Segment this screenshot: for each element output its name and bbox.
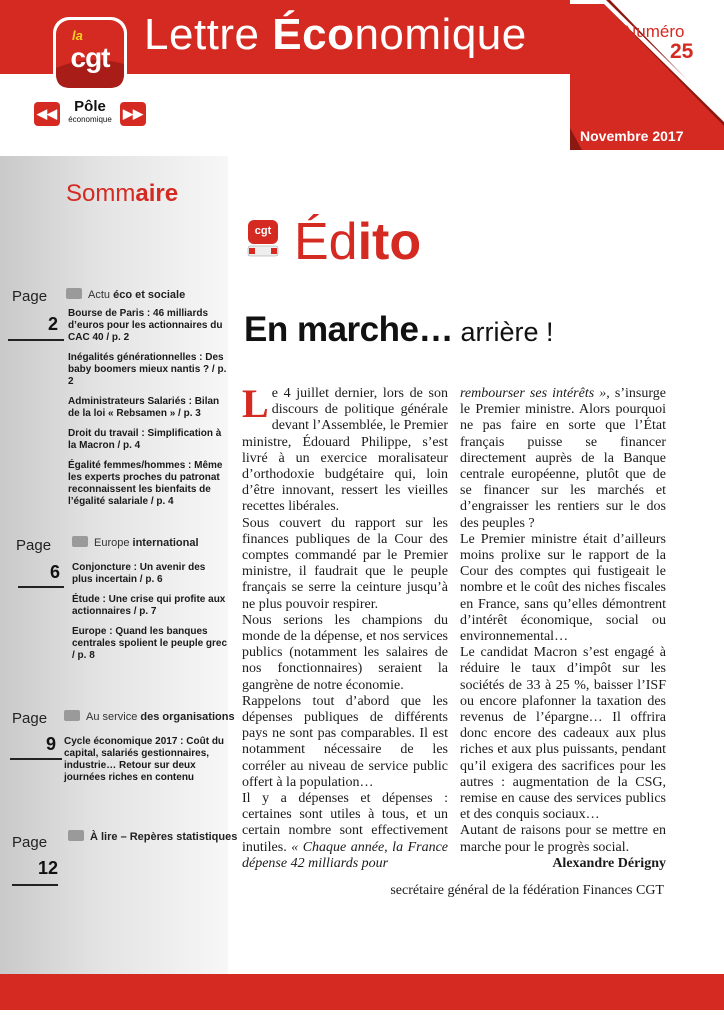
page-rule (8, 339, 64, 341)
rewind-arrow-icon: ◀◀ (34, 102, 60, 126)
edito-paragraph: rembourser ses intérêts », s’insurge le Premier ministre. Alors pourquoi ne pas faire en sorte que l’État français puisse se financer directement auprès de la Banque centrale européenne, plutôt que de se financer sur les marchés et d’engraisser les rentiers sur le dos des peuples ? (460, 386, 666, 531)
logo-top-text: la (72, 28, 83, 43)
sommaire-item[interactable]: Conjoncture : Un avenir des plus incertain / p. 6 (72, 562, 206, 585)
edito-paragraph: Le Premier ministre était d’ailleurs moins prolixe sur le rapport de la Cour des comptes qui fustigeait le nombre et le coût des niches fiscales en France, sans qu’elles démontrent d’intérêt économique, social ou environnemental… (460, 531, 666, 645)
edito-title: Édito (294, 213, 422, 271)
edito-headline: En marche… arrière ! (244, 310, 554, 349)
page-number: 12 (38, 858, 59, 878)
edito-paragraph: Le candidat Macron s’est engagé à réduire le taux d’impôt sur les sociétés de 33 à 25 %, baisser l’ISF ou encore plafonner la taxation des revenus de l’épargne… Il offrira donc encore des cadeaux aux plus riches et aux plus puissants, pendant qu’il exigera des sacrifices pour les autres : augmentation de la CSG, remise en cause des services publics et des conquis sociaux… (460, 645, 666, 823)
sommaire-item[interactable]: Europe : Quand les banques centrales spolient le peuple grec / p. 8 (72, 626, 228, 661)
page-rule (10, 758, 62, 760)
issue-label: Numéro (624, 22, 685, 41)
page-number: 9 (46, 734, 57, 754)
forward-arrow-icon: ▶▶ (120, 102, 146, 126)
section-icon (72, 536, 88, 547)
sommaire-item[interactable]: Droit du travail : Simplification à la Macron / p. 4 (68, 428, 222, 451)
edito-paragraph: Il y a dépenses et dépenses : certaines sont utiles à tous, et un certain nombre sont effectivement inutiles. « Chaque année, la France dépense 42 milliards pour (242, 791, 448, 871)
signature-name: Alexandre Dérigny (552, 855, 666, 871)
edito-paragraph: Autant de raisons pour se mettre en marche pour le progrès social. (460, 823, 666, 855)
sommaire-item[interactable]: Égalité femmes/hommes : Même les experts proches du patronat reconnaissent les bienfaits de l’égalité salariale / p. 4 (68, 460, 223, 507)
sommaire-item[interactable]: Cycle économique 2017 : Coût du capital, salariés gestionnaires, industrie… Retour sur deux journées riches en contenu (64, 736, 225, 783)
section-heading: Au service des organisations (64, 710, 235, 723)
page-label: Page (12, 288, 48, 305)
edito-paragraph: Nous serions les champions du monde de la dépense, et nos services publics (notamment les salaires de nos fonctionnaires) seraient la gangrène de notre économie. (242, 612, 448, 693)
section-items (68, 308, 228, 516)
section-icon (64, 710, 80, 721)
issue-number: 25 (670, 40, 694, 63)
pole-title: Pôle (74, 98, 106, 115)
page-number: 2 (48, 314, 59, 334)
sommaire-item[interactable]: Étude : Une crise qui profite aux actionnaires / p. 7 (72, 594, 226, 617)
drop-cap: L (242, 381, 269, 426)
edito-paragraph: Sous couvert du rapport sur les finances publiques de la Cour des comptes commandé par le Premier ministre, il faudrait que le peuple français se serre la ceinture jusqu’à ne plus pouvoir respirer. (242, 515, 448, 612)
section-items (64, 736, 228, 792)
issue-date: Novembre 2017 (580, 128, 684, 144)
edito-paragraph: Rappelons tout d’abord que les dépenses publiques de différents pays ne sont pas comparables. Il est notamment nécessaire de les corréler au niveau de service public offert à la population… (242, 693, 448, 790)
sommaire-item[interactable]: Administrateurs Salariés : Bilan de la loi « Rebsamen » / p. 3 (68, 396, 220, 419)
newsletter-title: Lettre Économique (144, 10, 527, 59)
page-rule (18, 586, 64, 588)
edito-column-1 (242, 381, 448, 872)
signature-title: secrétaire général de la fédération Finances CGT (390, 883, 664, 898)
section-heading[interactable]: À lire – Repères statistiques (68, 830, 237, 843)
sommaire-item[interactable]: Bourse de Paris : 46 milliards d’euros pour les actionnaires du CAC 40 / p. 2 (68, 308, 223, 343)
pole-subtitle: économique (68, 115, 112, 124)
page-rule (12, 884, 58, 886)
page-number: 6 (50, 562, 61, 582)
pole-economique-badge (34, 98, 148, 130)
page-label: Page (12, 834, 48, 851)
section-icon (68, 830, 84, 841)
sommaire-title: Sommaire (66, 180, 179, 207)
section-heading: Actu éco et sociale (66, 288, 185, 301)
footer-band (0, 974, 724, 1010)
small-logo-text: cgt (254, 225, 272, 237)
edito-column-2 (460, 386, 666, 872)
sommaire-item[interactable]: Inégalités générationnelles : Des baby boomers mieux nantis ? / p. 2 (68, 352, 227, 387)
section-icon (66, 288, 82, 299)
edito-paragraph: Le 4 juillet dernier, lors de son discours de politique générale devant l’Assemblée, le Premier ministre, Édouard Philippe, s’est livré à un exercice moralisateur d’orthodoxie budgétaire qui, loin d’être innovant, ressert les vieilles recettes libérales. (242, 381, 448, 515)
page-label: Page (16, 537, 52, 554)
section-heading: Europe international (72, 536, 199, 549)
logo-main-text: cgt (70, 42, 110, 73)
section-items (72, 562, 228, 670)
cgt-small-logo (246, 218, 280, 258)
cgt-logo (50, 14, 130, 94)
page-label: Page (12, 710, 48, 727)
